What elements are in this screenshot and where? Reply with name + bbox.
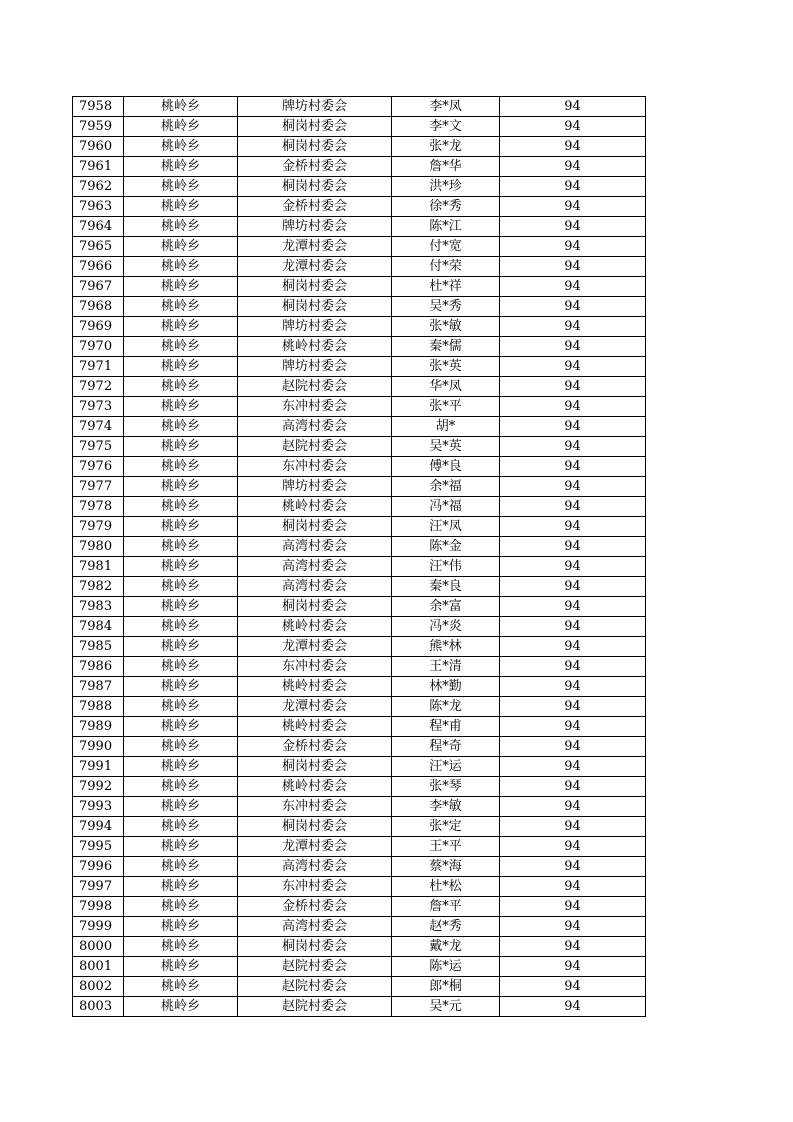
cell-number: 7984	[73, 617, 124, 637]
cell-number: 7962	[73, 177, 124, 197]
cell-number: 7965	[73, 237, 124, 257]
cell-name: 张*平	[392, 397, 500, 417]
cell-village: 桐岗村委会	[238, 937, 392, 957]
cell-score: 94	[500, 697, 646, 717]
table-row	[73, 977, 646, 997]
cell-name: 吴*元	[392, 997, 500, 1017]
cell-town: 桃岭乡	[124, 797, 238, 817]
table-row	[73, 397, 646, 417]
cell-number: 7958	[73, 97, 124, 117]
cell-name: 詹*华	[392, 157, 500, 177]
cell-score: 94	[500, 337, 646, 357]
cell-score: 94	[500, 937, 646, 957]
cell-village: 赵院村委会	[238, 977, 392, 997]
cell-town: 桃岭乡	[124, 697, 238, 717]
cell-name: 蔡*海	[392, 857, 500, 877]
cell-score: 94	[500, 637, 646, 657]
cell-town: 桃岭乡	[124, 877, 238, 897]
cell-village: 高湾村委会	[238, 577, 392, 597]
cell-name: 洪*珍	[392, 177, 500, 197]
cell-village: 东冲村委会	[238, 797, 392, 817]
cell-town: 桃岭乡	[124, 917, 238, 937]
cell-town: 桃岭乡	[124, 837, 238, 857]
table-row	[73, 637, 646, 657]
cell-town: 桃岭乡	[124, 717, 238, 737]
cell-name: 王*平	[392, 837, 500, 857]
cell-number: 7976	[73, 457, 124, 477]
cell-score: 94	[500, 757, 646, 777]
cell-village: 金桥村委会	[238, 737, 392, 757]
table-row	[73, 597, 646, 617]
cell-name: 李*凤	[392, 97, 500, 117]
table-row	[73, 237, 646, 257]
cell-name: 程*奇	[392, 737, 500, 757]
cell-score: 94	[500, 397, 646, 417]
table-row	[73, 937, 646, 957]
cell-village: 赵院村委会	[238, 997, 392, 1017]
table-row	[73, 897, 646, 917]
cell-village: 桐岗村委会	[238, 517, 392, 537]
cell-town: 桃岭乡	[124, 497, 238, 517]
cell-score: 94	[500, 877, 646, 897]
cell-village: 东冲村委会	[238, 397, 392, 417]
cell-score: 94	[500, 357, 646, 377]
cell-town: 桃岭乡	[124, 817, 238, 837]
cell-town: 桃岭乡	[124, 677, 238, 697]
cell-town: 桃岭乡	[124, 137, 238, 157]
table-row	[73, 137, 646, 157]
cell-village: 龙潭村委会	[238, 257, 392, 277]
cell-village: 牌坊村委会	[238, 477, 392, 497]
cell-score: 94	[500, 117, 646, 137]
cell-town: 桃岭乡	[124, 197, 238, 217]
cell-town: 桃岭乡	[124, 937, 238, 957]
cell-village: 龙潭村委会	[238, 697, 392, 717]
cell-score: 94	[500, 737, 646, 757]
cell-number: 7988	[73, 697, 124, 717]
cell-number: 8002	[73, 977, 124, 997]
table-row	[73, 377, 646, 397]
cell-number: 8001	[73, 957, 124, 977]
cell-town: 桃岭乡	[124, 477, 238, 497]
cell-town: 桃岭乡	[124, 657, 238, 677]
cell-town: 桃岭乡	[124, 957, 238, 977]
table-row	[73, 497, 646, 517]
cell-score: 94	[500, 557, 646, 577]
cell-score: 94	[500, 217, 646, 237]
cell-village: 牌坊村委会	[238, 97, 392, 117]
cell-score: 94	[500, 297, 646, 317]
table-row	[73, 517, 646, 537]
cell-name: 胡*	[392, 417, 500, 437]
cell-name: 陈*江	[392, 217, 500, 237]
cell-name: 余*富	[392, 597, 500, 617]
cell-town: 桃岭乡	[124, 437, 238, 457]
cell-town: 桃岭乡	[124, 377, 238, 397]
cell-name: 戴*龙	[392, 937, 500, 957]
cell-number: 7985	[73, 637, 124, 657]
cell-score: 94	[500, 157, 646, 177]
table-row	[73, 717, 646, 737]
cell-town: 桃岭乡	[124, 297, 238, 317]
table-row	[73, 877, 646, 897]
cell-number: 7992	[73, 777, 124, 797]
cell-score: 94	[500, 477, 646, 497]
cell-name: 付*荣	[392, 257, 500, 277]
cell-town: 桃岭乡	[124, 117, 238, 137]
cell-village: 桃岭村委会	[238, 717, 392, 737]
cell-name: 张*定	[392, 817, 500, 837]
cell-village: 高湾村委会	[238, 417, 392, 437]
cell-score: 94	[500, 97, 646, 117]
cell-name: 詹*平	[392, 897, 500, 917]
cell-town: 桃岭乡	[124, 157, 238, 177]
cell-town: 桃岭乡	[124, 577, 238, 597]
cell-village: 龙潭村委会	[238, 637, 392, 657]
cell-number: 7989	[73, 717, 124, 737]
table-row	[73, 337, 646, 357]
cell-number: 7963	[73, 197, 124, 217]
cell-score: 94	[500, 597, 646, 617]
cell-number: 7978	[73, 497, 124, 517]
cell-number: 7980	[73, 537, 124, 557]
cell-town: 桃岭乡	[124, 417, 238, 437]
cell-name: 赵*秀	[392, 917, 500, 937]
cell-town: 桃岭乡	[124, 617, 238, 637]
table-row	[73, 477, 646, 497]
table-row	[73, 177, 646, 197]
cell-number: 7960	[73, 137, 124, 157]
table-row	[73, 197, 646, 217]
cell-number: 7973	[73, 397, 124, 417]
cell-number: 7986	[73, 657, 124, 677]
table-row	[73, 737, 646, 757]
cell-score: 94	[500, 957, 646, 977]
cell-village: 赵院村委会	[238, 437, 392, 457]
cell-number: 7974	[73, 417, 124, 437]
cell-village: 桃岭村委会	[238, 677, 392, 697]
cell-number: 7975	[73, 437, 124, 457]
table-row	[73, 417, 646, 437]
cell-name: 吴*秀	[392, 297, 500, 317]
cell-name: 陈*龙	[392, 697, 500, 717]
cell-score: 94	[500, 837, 646, 857]
table-row	[73, 797, 646, 817]
cell-village: 金桥村委会	[238, 197, 392, 217]
cell-village: 东冲村委会	[238, 457, 392, 477]
table-row	[73, 217, 646, 237]
cell-name: 汪*伟	[392, 557, 500, 577]
cell-town: 桃岭乡	[124, 777, 238, 797]
cell-village: 高湾村委会	[238, 557, 392, 577]
cell-village: 桐岗村委会	[238, 757, 392, 777]
table-body	[73, 97, 646, 1017]
cell-name: 秦*良	[392, 577, 500, 597]
table-row	[73, 837, 646, 857]
cell-village: 桐岗村委会	[238, 177, 392, 197]
data-table	[72, 96, 646, 1017]
cell-town: 桃岭乡	[124, 217, 238, 237]
cell-number: 7991	[73, 757, 124, 777]
cell-score: 94	[500, 237, 646, 257]
cell-town: 桃岭乡	[124, 857, 238, 877]
cell-number: 7993	[73, 797, 124, 817]
cell-number: 7967	[73, 277, 124, 297]
cell-town: 桃岭乡	[124, 397, 238, 417]
cell-score: 94	[500, 457, 646, 477]
table-row	[73, 617, 646, 637]
cell-name: 余*福	[392, 477, 500, 497]
cell-number: 7977	[73, 477, 124, 497]
cell-town: 桃岭乡	[124, 177, 238, 197]
cell-number: 7996	[73, 857, 124, 877]
cell-number: 7969	[73, 317, 124, 337]
cell-number: 7972	[73, 377, 124, 397]
cell-village: 牌坊村委会	[238, 357, 392, 377]
cell-name: 吴*英	[392, 437, 500, 457]
cell-number: 7981	[73, 557, 124, 577]
cell-village: 高湾村委会	[238, 537, 392, 557]
cell-number: 7990	[73, 737, 124, 757]
table-row	[73, 857, 646, 877]
table-row	[73, 757, 646, 777]
cell-town: 桃岭乡	[124, 997, 238, 1017]
cell-score: 94	[500, 917, 646, 937]
cell-name: 冯*福	[392, 497, 500, 517]
cell-name: 杜*松	[392, 877, 500, 897]
table-row	[73, 777, 646, 797]
table-row	[73, 457, 646, 477]
cell-number: 7961	[73, 157, 124, 177]
cell-name: 汪*凤	[392, 517, 500, 537]
cell-score: 94	[500, 317, 646, 337]
cell-town: 桃岭乡	[124, 277, 238, 297]
cell-name: 华*凤	[392, 377, 500, 397]
cell-name: 付*宽	[392, 237, 500, 257]
table-row	[73, 317, 646, 337]
table-row	[73, 557, 646, 577]
cell-number: 7966	[73, 257, 124, 277]
cell-town: 桃岭乡	[124, 317, 238, 337]
cell-score: 94	[500, 617, 646, 637]
cell-village: 高湾村委会	[238, 857, 392, 877]
cell-town: 桃岭乡	[124, 637, 238, 657]
cell-name: 陈*金	[392, 537, 500, 557]
table-row	[73, 257, 646, 277]
cell-name: 杜*祥	[392, 277, 500, 297]
cell-name: 冯*炎	[392, 617, 500, 637]
cell-name: 林*勤	[392, 677, 500, 697]
cell-number: 7964	[73, 217, 124, 237]
cell-number: 7987	[73, 677, 124, 697]
cell-number: 7994	[73, 817, 124, 837]
cell-town: 桃岭乡	[124, 457, 238, 477]
cell-town: 桃岭乡	[124, 537, 238, 557]
cell-name: 张*龙	[392, 137, 500, 157]
cell-score: 94	[500, 197, 646, 217]
cell-village: 金桥村委会	[238, 897, 392, 917]
table-row	[73, 997, 646, 1017]
cell-score: 94	[500, 257, 646, 277]
table-row	[73, 357, 646, 377]
table-row	[73, 537, 646, 557]
cell-village: 桃岭村委会	[238, 497, 392, 517]
cell-village: 桃岭村委会	[238, 617, 392, 637]
cell-name: 张*敏	[392, 317, 500, 337]
cell-name: 傅*良	[392, 457, 500, 477]
table-row	[73, 97, 646, 117]
cell-town: 桃岭乡	[124, 597, 238, 617]
cell-score: 94	[500, 577, 646, 597]
cell-village: 东冲村委会	[238, 877, 392, 897]
cell-number: 8000	[73, 937, 124, 957]
cell-village: 桃岭村委会	[238, 777, 392, 797]
cell-number: 7998	[73, 897, 124, 917]
cell-name: 徐*秀	[392, 197, 500, 217]
table-row	[73, 657, 646, 677]
cell-village: 金桥村委会	[238, 157, 392, 177]
cell-town: 桃岭乡	[124, 97, 238, 117]
cell-score: 94	[500, 517, 646, 537]
cell-number: 7995	[73, 837, 124, 857]
cell-village: 牌坊村委会	[238, 317, 392, 337]
cell-score: 94	[500, 797, 646, 817]
cell-score: 94	[500, 857, 646, 877]
cell-village: 龙潭村委会	[238, 837, 392, 857]
cell-number: 7999	[73, 917, 124, 937]
table-row	[73, 577, 646, 597]
cell-town: 桃岭乡	[124, 257, 238, 277]
cell-village: 桐岗村委会	[238, 117, 392, 137]
cell-village: 龙潭村委会	[238, 237, 392, 257]
cell-village: 高湾村委会	[238, 917, 392, 937]
cell-number: 7983	[73, 597, 124, 617]
table-row	[73, 917, 646, 937]
cell-score: 94	[500, 537, 646, 557]
cell-name: 秦*儒	[392, 337, 500, 357]
cell-number: 7979	[73, 517, 124, 537]
cell-town: 桃岭乡	[124, 517, 238, 537]
cell-village: 东冲村委会	[238, 657, 392, 677]
cell-village: 桐岗村委会	[238, 597, 392, 617]
cell-name: 张*英	[392, 357, 500, 377]
cell-name: 郎*桐	[392, 977, 500, 997]
cell-score: 94	[500, 777, 646, 797]
cell-village: 赵院村委会	[238, 377, 392, 397]
table-row	[73, 117, 646, 137]
table-row	[73, 677, 646, 697]
cell-name: 汪*运	[392, 757, 500, 777]
cell-number: 7970	[73, 337, 124, 357]
cell-village: 赵院村委会	[238, 957, 392, 977]
table-row	[73, 277, 646, 297]
cell-village: 桃岭村委会	[238, 337, 392, 357]
cell-number: 7997	[73, 877, 124, 897]
cell-number: 7968	[73, 297, 124, 317]
cell-town: 桃岭乡	[124, 357, 238, 377]
cell-number: 8003	[73, 997, 124, 1017]
cell-number: 7959	[73, 117, 124, 137]
cell-town: 桃岭乡	[124, 897, 238, 917]
table-row	[73, 437, 646, 457]
cell-village: 桐岗村委会	[238, 137, 392, 157]
cell-name: 王*清	[392, 657, 500, 677]
cell-name: 李*敏	[392, 797, 500, 817]
cell-score: 94	[500, 417, 646, 437]
cell-town: 桃岭乡	[124, 237, 238, 257]
cell-score: 94	[500, 437, 646, 457]
cell-score: 94	[500, 277, 646, 297]
table-row	[73, 697, 646, 717]
cell-score: 94	[500, 137, 646, 157]
cell-town: 桃岭乡	[124, 757, 238, 777]
cell-score: 94	[500, 997, 646, 1017]
cell-village: 牌坊村委会	[238, 217, 392, 237]
cell-number: 7982	[73, 577, 124, 597]
cell-score: 94	[500, 977, 646, 997]
cell-town: 桃岭乡	[124, 557, 238, 577]
cell-score: 94	[500, 497, 646, 517]
cell-town: 桃岭乡	[124, 737, 238, 757]
cell-town: 桃岭乡	[124, 337, 238, 357]
table-row	[73, 817, 646, 837]
table-row	[73, 157, 646, 177]
cell-score: 94	[500, 677, 646, 697]
cell-score: 94	[500, 377, 646, 397]
cell-score: 94	[500, 717, 646, 737]
cell-score: 94	[500, 897, 646, 917]
cell-name: 陈*运	[392, 957, 500, 977]
cell-score: 94	[500, 817, 646, 837]
table-row	[73, 297, 646, 317]
cell-score: 94	[500, 177, 646, 197]
table-row	[73, 957, 646, 977]
cell-town: 桃岭乡	[124, 977, 238, 997]
cell-village: 桐岗村委会	[238, 297, 392, 317]
cell-name: 李*文	[392, 117, 500, 137]
cell-score: 94	[500, 657, 646, 677]
cell-village: 桐岗村委会	[238, 277, 392, 297]
cell-name: 张*琴	[392, 777, 500, 797]
cell-name: 熊*林	[392, 637, 500, 657]
cell-number: 7971	[73, 357, 124, 377]
cell-village: 桐岗村委会	[238, 817, 392, 837]
cell-name: 程*甫	[392, 717, 500, 737]
